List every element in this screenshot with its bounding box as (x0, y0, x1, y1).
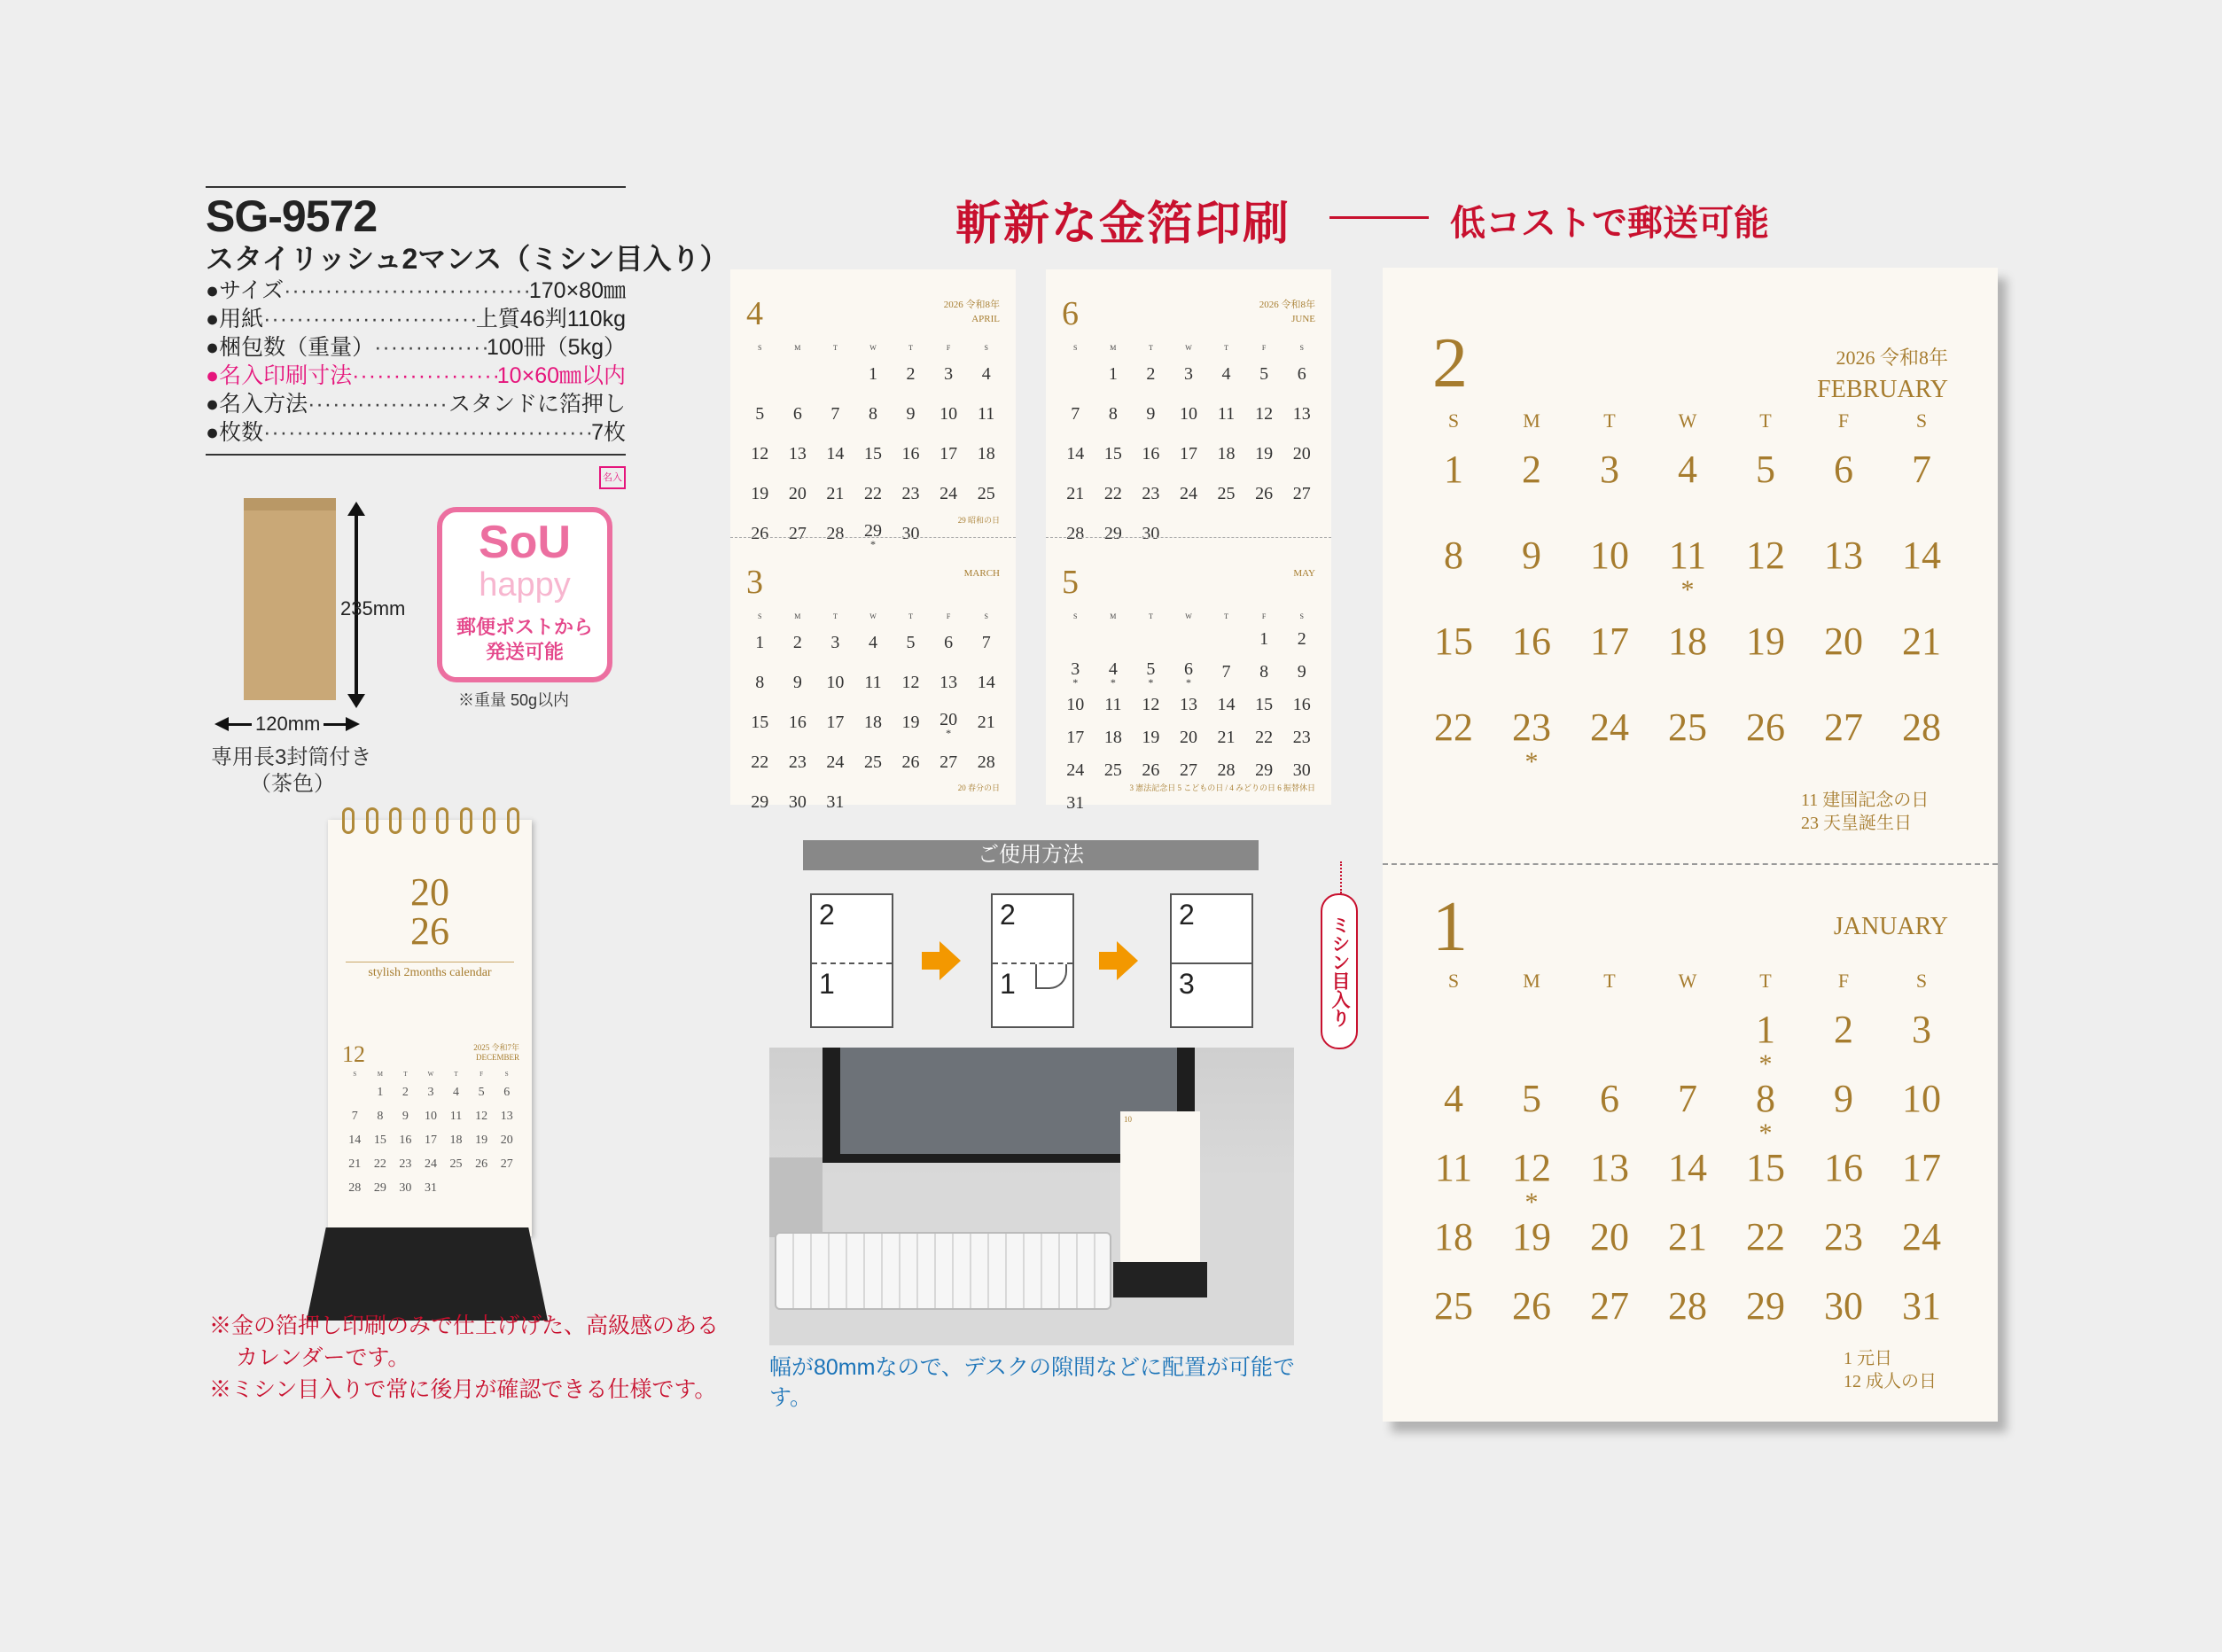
day-cell: 27 (1824, 705, 1863, 749)
january-section (1383, 863, 1998, 1422)
day-cell: 12 * (1512, 1146, 1551, 1217)
weekday-header: W (1678, 409, 1697, 432)
spec-row: ●名入印刷寸法 ····· 10×60㎜以内 (206, 362, 626, 390)
day-cell: 10 (1902, 1077, 1941, 1120)
day-cell: 26 (1746, 705, 1785, 749)
holiday-list: 1 元日 12 成人の日 (1844, 1349, 1937, 1391)
cover-subtitle: stylish 2months calendar (346, 962, 514, 980)
day-cell: 8 (1444, 534, 1463, 577)
month-block: 4 2026 令和8年 APRIL S M T W T F S 1 2 3 4 5 6 7 8 9 10 11 12 13 14 15 16 17 18 19 20 21 22 23 24 25 26 27 28 29 * 30 29 昭和の日 (746, 295, 1000, 550)
february-section (1383, 268, 1998, 863)
day-cell: 1 (1444, 448, 1463, 491)
perforation-label: ミシン目入り (1321, 893, 1358, 1049)
perforation-pointer (1340, 861, 1342, 893)
weekday-header: F (1837, 970, 1850, 992)
envelope-caption-color: （茶色） (250, 772, 335, 796)
weekday-header: F (1837, 409, 1850, 432)
day-cell: 18 (1434, 1215, 1473, 1258)
product-photo (307, 820, 548, 1321)
month-label: 2026 令和8年 FEBRUARY (1817, 347, 1948, 403)
stand-base (307, 1227, 548, 1321)
month-label: JANUARY (1833, 913, 1948, 940)
name-print-mark-icon: 名入 (599, 466, 626, 489)
weekday-header: S (1915, 409, 1928, 432)
day-cell: 30 (1824, 1284, 1863, 1328)
day-cell: 7 (1912, 448, 1931, 491)
spec-row: ●名入方法 ····· スタンドに箔押し (206, 390, 626, 418)
day-cell: 20 (1590, 1215, 1629, 1258)
desk-caption: 幅が80mmなので、デスクの隙間などに配置が可能です。 (769, 1355, 1295, 1410)
weekday-header: S (1915, 970, 1928, 992)
weekday-header: M (1523, 409, 1540, 432)
day-cell: 14 (1668, 1146, 1707, 1189)
feature-notes: ※金の箔押し印刷のみで仕上げげた、高級感のある カレンダーです。 ※ミシン目入りで常に後月が確認できる仕様です。 (209, 1313, 720, 1402)
holiday-list: 11 建国記念の日 23 天皇誕生日 (1801, 791, 1930, 833)
day-cell: 31 (1902, 1284, 1941, 1328)
desk-photo (769, 1048, 1294, 1345)
envelope-width-label: 120mm (252, 713, 324, 736)
weekday-header: T (1759, 970, 1772, 992)
weekday-header: T (1759, 409, 1772, 432)
day-cell: 11 * (1668, 534, 1707, 604)
day-cell: 9 (1834, 1077, 1853, 1120)
spec-row: ●梱包数（重量） ····· 100冊（5kg） (206, 333, 626, 362)
month-block: 6 2026 令和8年 JUNE S M T W T F S 1 2 3 4 5 6 7 8 9 10 11 12 13 14 15 16 17 18 19 20 21 22 23 24 25 26 27 28 29 30 (1062, 295, 1315, 543)
mini-calendar-image: 10 (1113, 1111, 1207, 1297)
day-cell: 10 (1590, 534, 1629, 577)
spec-row: ●枚数 ····· 7枚 (206, 418, 626, 447)
day-cell: 13 (1824, 534, 1863, 577)
spec-list (206, 277, 626, 447)
day-cell: 24 (1590, 705, 1629, 749)
headline-rule (1329, 216, 1429, 219)
big-calendar (1383, 268, 1998, 1422)
day-cell (1571, 1001, 1649, 1071)
month-number: 2 (1432, 324, 1468, 402)
day-cell (1493, 1001, 1571, 1071)
day-cell: 20 (1824, 620, 1863, 663)
day-cell: 2 (1834, 1008, 1853, 1051)
calendar-page-apr-mar (730, 269, 1016, 812)
day-cell: 6 (1834, 448, 1853, 491)
month-block: 5 MAY S M T W T F S 1 2 3 * 4 * 5 * 6 * 7 8 9 10 11 12 13 14 15 16 17 18 19 20 21 22 23 24 25 26 27 28 29 30 31 3 憲法記念日 5 こどもの日 / 4 みどりの日 6 振替休日 (1046, 537, 1331, 805)
sou-happy-badge (437, 507, 612, 682)
day-cell: 25 (1434, 1284, 1473, 1328)
day-cell: 17 (1902, 1146, 1941, 1189)
day-cell: 3 (1600, 448, 1619, 491)
day-cell: 25 (1668, 705, 1707, 749)
month-number: 1 (1432, 888, 1468, 966)
day-cell (1415, 1001, 1493, 1071)
day-cell: 4 (1444, 1077, 1463, 1120)
day-cell: 19 (1746, 620, 1785, 663)
sub-headline: 低コストで郵送可能 (1450, 204, 1769, 243)
headline: 斬新な金箔印刷 (955, 197, 1291, 251)
day-cell: 6 (1600, 1077, 1619, 1120)
weekday-header: T (1603, 409, 1616, 432)
day-cell: 23 * (1512, 705, 1551, 776)
day-cell: 4 (1678, 448, 1697, 491)
weight-note: ※重量 50g以内 (458, 691, 570, 709)
weekday-header: T (1603, 970, 1616, 992)
model-number: SG-9572 (206, 191, 378, 241)
spec-row: ●用紙 ····· 上質46判110kg (206, 305, 626, 333)
usage-step-3: 2 3 (1170, 893, 1253, 1028)
day-cell: 16 (1824, 1146, 1863, 1189)
weekday-header: W (1678, 970, 1697, 992)
day-cell: 28 (1668, 1284, 1707, 1328)
day-cell: 7 (1678, 1077, 1697, 1120)
day-cell: 3 (1912, 1008, 1931, 1051)
usage-step-1: 2 1 (810, 893, 893, 1028)
day-cell: 28 (1902, 705, 1941, 749)
day-cell: 16 (1512, 620, 1551, 663)
day-cell: 23 (1824, 1215, 1863, 1258)
day-cell: 15 (1434, 620, 1473, 663)
envelope-image (244, 498, 336, 700)
day-cell: 11 (1434, 1146, 1473, 1189)
day-cell: 5 (1522, 1077, 1541, 1120)
calendar-page-jun-may (1046, 269, 1331, 813)
day-cell: 29 (1746, 1284, 1785, 1328)
weekday-header: M (1523, 970, 1540, 992)
day-cell (1649, 1001, 1727, 1071)
page-curl-icon (1035, 964, 1067, 989)
december-preview: 12 2025 令和7年 DECEMBER S M T W T F S 1 2 3 4 5 6 7 8 9 10 11 12 13 14 15 16 17 18 19 20 21 22 23 24 25 26 27 28 29 30 31 (342, 1041, 519, 1195)
day-cell: 17 (1590, 620, 1629, 663)
product-name: スタイリッシュ2マンス（ミシン目入り） (206, 243, 729, 275)
step-arrow-icon (922, 941, 961, 980)
day-cell: 18 (1668, 620, 1707, 663)
day-cell: 9 (1522, 534, 1541, 577)
spec-panel (206, 186, 729, 483)
day-cell: 8 * (1756, 1077, 1775, 1148)
day-cell: 12 (1746, 534, 1785, 577)
day-cell: 22 (1434, 705, 1473, 749)
keyboard-image (775, 1232, 1111, 1310)
weekday-header: S (1447, 409, 1460, 432)
binding-rings-icon (342, 807, 519, 834)
step-arrow-icon (1099, 941, 1138, 980)
day-cell: 26 (1512, 1284, 1551, 1328)
envelope-height-label: 235mm (340, 597, 406, 620)
day-cell: 24 (1902, 1215, 1941, 1258)
day-cell: 21 (1902, 620, 1941, 663)
spec-top-rule (206, 186, 626, 188)
sou-logo: SoU (479, 517, 571, 568)
day-cell: 5 (1756, 448, 1775, 491)
sou-description: 郵便ポストから 発送可能 (456, 616, 593, 663)
spec-bottom-rule (206, 454, 626, 456)
calendar-page (328, 820, 532, 1236)
sou-happy-text: happy (479, 566, 571, 604)
cover-year: 20 26 (410, 870, 449, 953)
spec-row: ●サイズ ····· 170×80㎜ (206, 277, 626, 305)
day-cell: 19 (1512, 1215, 1551, 1258)
day-cell: 15 (1746, 1146, 1785, 1189)
month-block: 3 MARCH S M T W T F S 1 2 3 4 5 6 7 8 9 10 11 12 13 14 15 16 17 18 19 20 * 21 22 23 24 25 26 27 28 29 30 31 20 春分の日 (730, 537, 1016, 805)
day-cell: 27 (1590, 1284, 1629, 1328)
day-cell: 1 * (1756, 1008, 1775, 1079)
day-cell: 13 (1590, 1146, 1629, 1189)
day-cell: 2 (1522, 448, 1541, 491)
weekday-header: S (1447, 970, 1460, 992)
usage-step-2: 2 1 (991, 893, 1074, 1028)
day-cell: 14 (1902, 534, 1941, 577)
day-cell: 22 (1746, 1215, 1785, 1258)
usage-title: ご使用方法 (803, 840, 1259, 870)
envelope-caption: 専用長3封筒付き (211, 745, 372, 769)
day-cell: 21 (1668, 1215, 1707, 1258)
